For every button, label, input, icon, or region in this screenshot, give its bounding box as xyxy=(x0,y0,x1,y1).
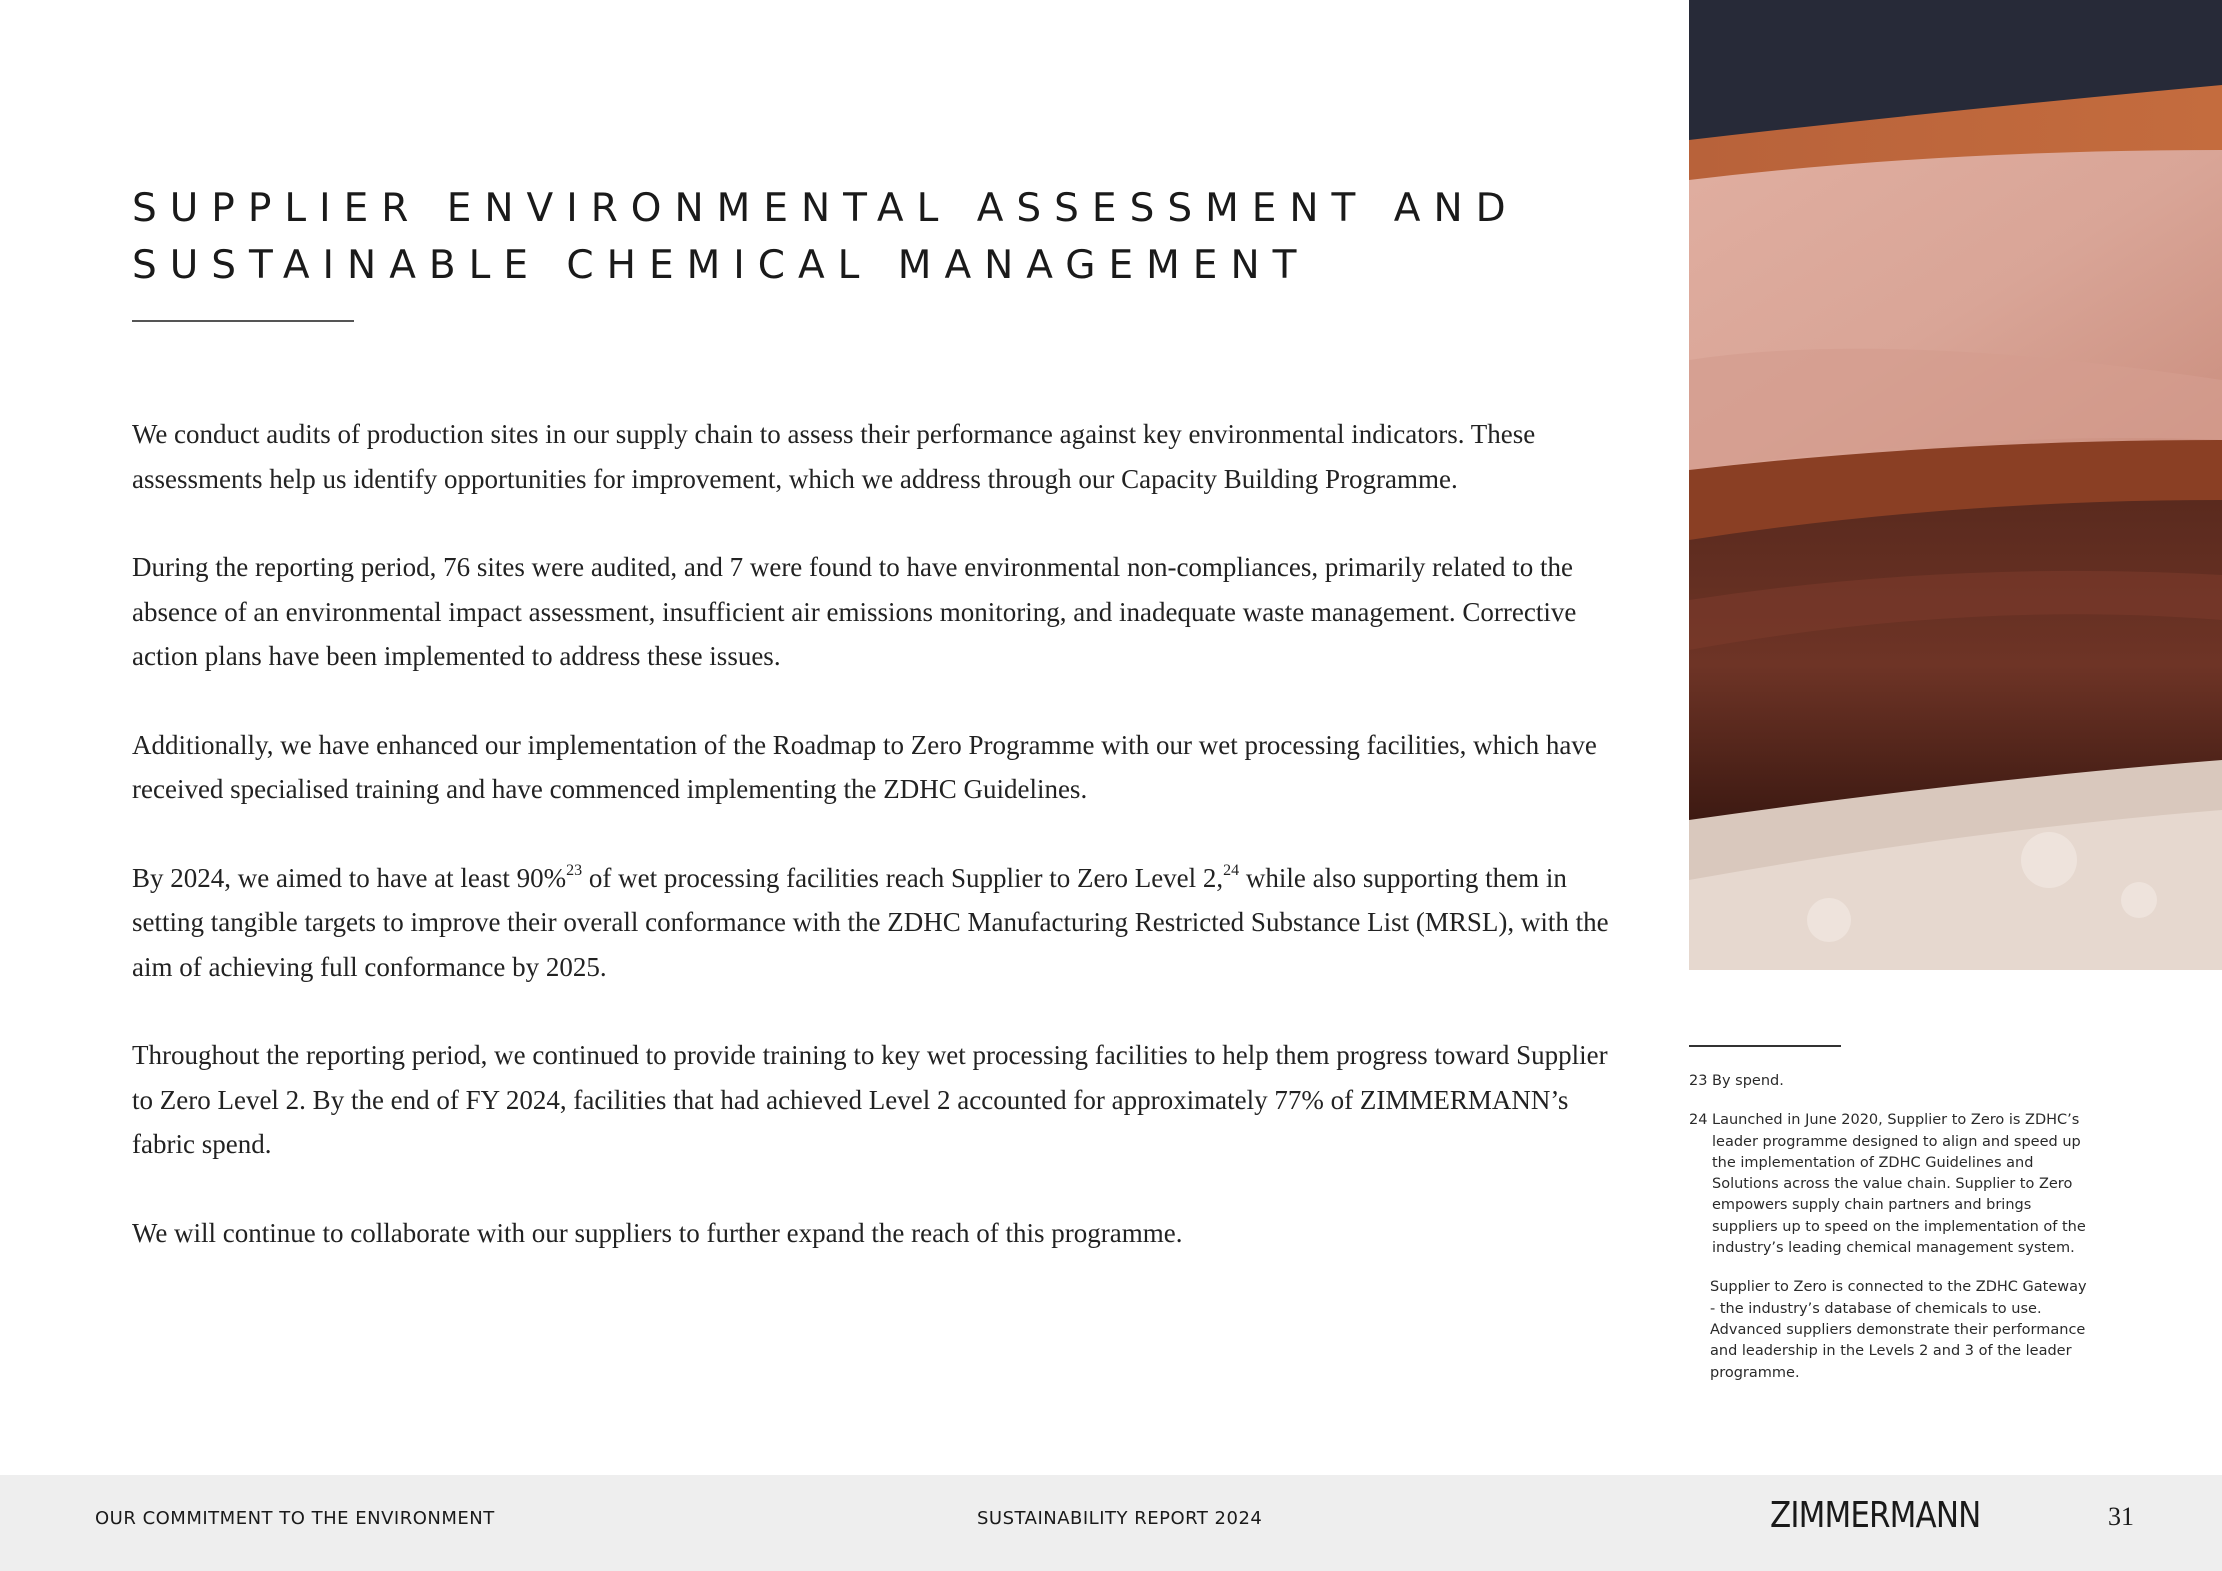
footnote-24-continued: Supplier to Zero is connected to the ZDHC Gateway - the industry’s database of chemicals to use. Advanced suppliers demonstrate their performance and leadership in the Levels 2 and 3 of the leader programme. xyxy=(1710,1279,2087,1381)
page-title xyxy=(132,180,1582,294)
paragraph-4-part-3: while also supporting them in setting tangible targets to improve their overall conformance with the ZDHC Manufacturing Restricted Substance List (MRSL), with the aim of achieving full conformance by 2025. xyxy=(132,862,1609,982)
footer-section-title: OUR COMMITMENT TO THE ENVIRONMENT xyxy=(95,1508,495,1529)
body-text xyxy=(132,412,1632,1299)
footnote-ref-23[interactable]: 23 xyxy=(566,861,583,879)
paragraph-4-part-2: of wet processing facilities reach Supplier to Zero Level 2, xyxy=(582,862,1224,893)
footnote-divider xyxy=(1689,1045,1841,1047)
paragraph-4 xyxy=(132,856,1632,990)
paragraph-6: We will continue to collaborate with our suppliers to further expand the reach of this programme. xyxy=(132,1217,1183,1248)
footnote-24 xyxy=(1689,1110,2089,1259)
footnotes xyxy=(1689,1071,2089,1384)
footnote-ref-24[interactable]: 24 xyxy=(1223,861,1240,879)
page-title-line-1: SUPPLIER ENVIRONMENTAL ASSESSMENT AND xyxy=(132,186,1519,231)
paragraph-2: During the reporting period, 76 sites were audited, and 7 were found to have environmental non-compliances, primarily related to the absence of an environmental impact assessment, insufficient air emissions monitoring, and inadequate waste management. Corrective action plans have been implemented to address these issues. xyxy=(132,552,1577,671)
footer-report-title: SUSTAINABILITY REPORT 2024 xyxy=(977,1508,1263,1529)
page-title-line-2: SUSTAINABLE CHEMICAL MANAGEMENT xyxy=(132,243,1310,288)
paragraph-4-part-1: By 2024, we aimed to have at least 90% xyxy=(132,862,567,893)
footnote-23 xyxy=(1689,1071,2089,1092)
footnote-text: By spend. xyxy=(1712,1073,1784,1089)
fabric-photo xyxy=(1689,0,2222,970)
footnote-number: 23 xyxy=(1689,1073,1708,1089)
page-number: 31 xyxy=(2108,1502,2134,1531)
page-footer xyxy=(0,1475,2222,1571)
footnote-number: 24 xyxy=(1689,1112,1708,1129)
paragraph-5: Throughout the reporting period, we continued to provide training to key wet processing facilities to help them progress toward Supplier to Zero Level 2. By the end of FY 2024, facilities that had achieved Level 2 accounted for approximately 77% of ZIMMERMANN’s fabric spend. xyxy=(132,1040,1608,1159)
paragraph-1: We conduct audits of production sites in our supply chain to assess their performance against key environmental indicators. These assessments help us identify opportunities for improvement, which we address through our Capacity Building Programme. xyxy=(132,419,1536,494)
footnote-text: Launched in June 2020, Supplier to Zero is ZDHC’s leader programme designed to align and speed up the implementation of ZDHC Guidelines and Solutions across the value chain. Supplier to Zero empowers supply chain partners and brings suppliers up to speed on the implementation of the industry’s leading chemical management system. xyxy=(1712,1112,2086,1257)
title-divider xyxy=(132,320,354,322)
brand-logo: ZIMMERMANN xyxy=(1770,1495,1981,1536)
paragraph-3: Additionally, we have enhanced our implementation of the Roadmap to Zero Programme with our wet processing facilities, which have received specialised training and have commenced implementing the ZDHC Guidelines. xyxy=(132,729,1597,804)
